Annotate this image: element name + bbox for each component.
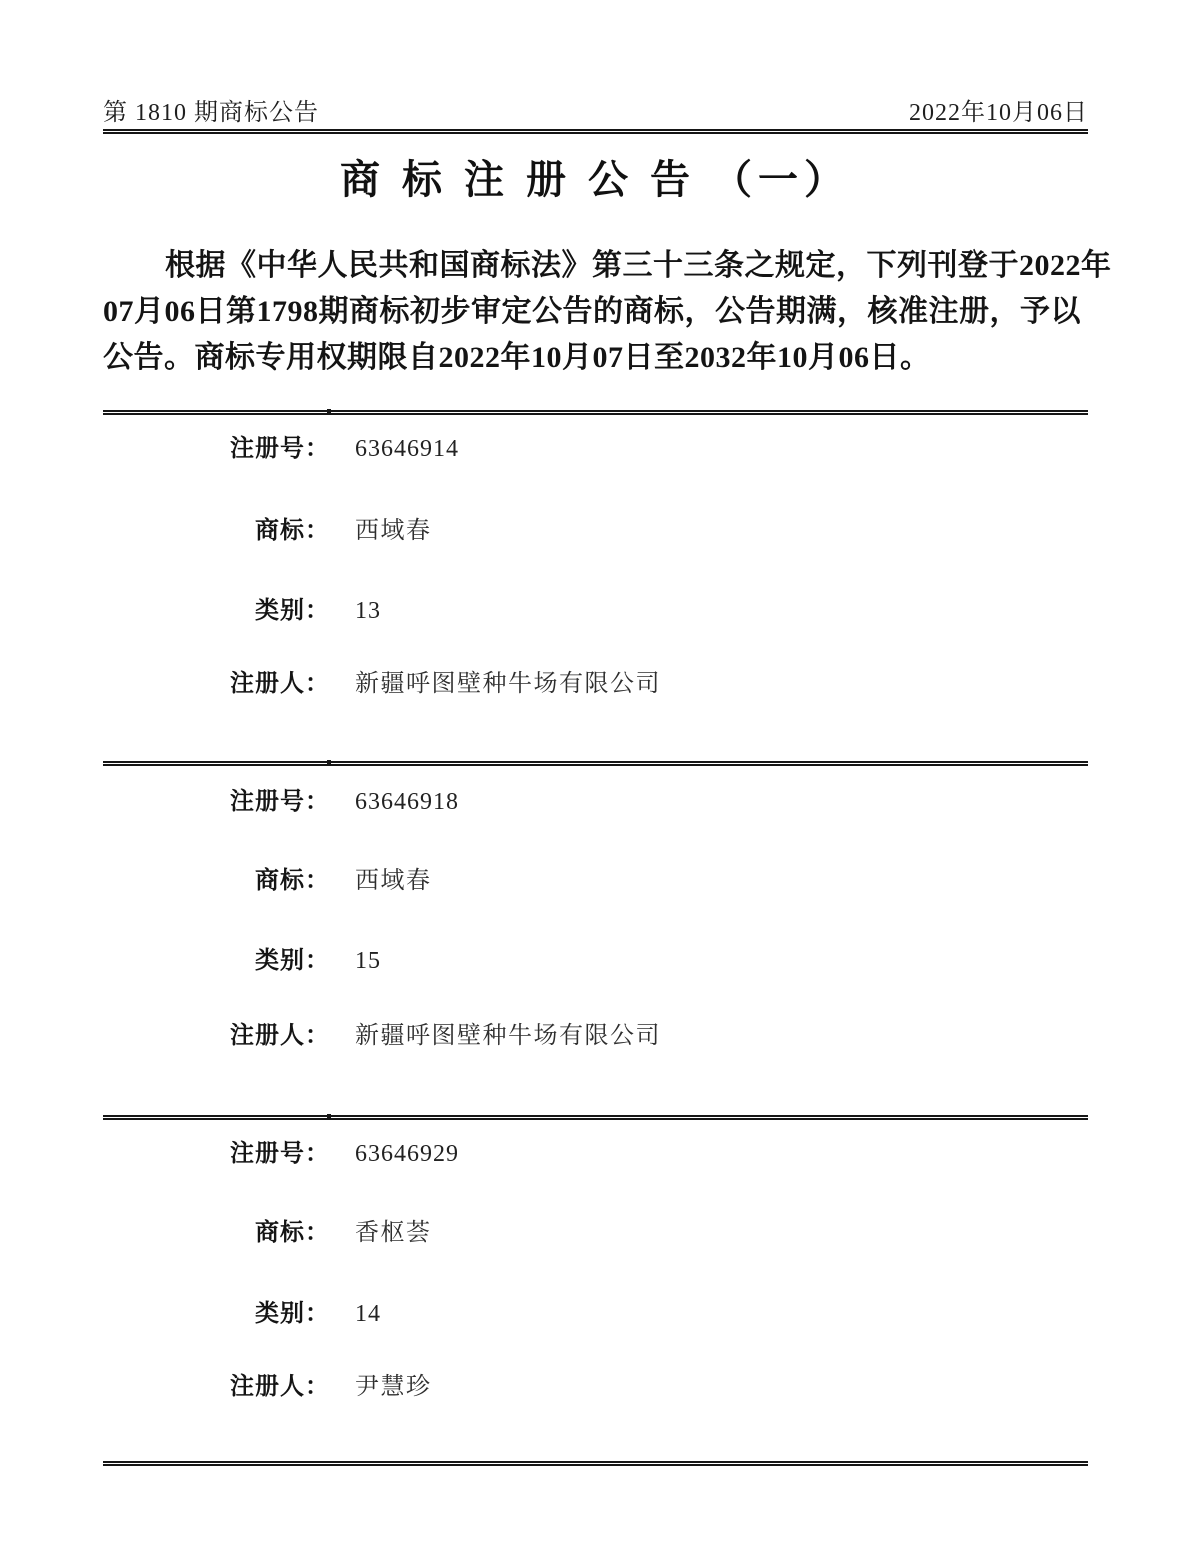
category-value: 15 (355, 948, 381, 974)
field-row-registrant (103, 1015, 1088, 1050)
bottom-rule (103, 1461, 1088, 1466)
trademark-value: 香枢荟 (355, 1220, 432, 1246)
rule-joint-segment (330, 761, 420, 763)
category-value: 13 (355, 598, 381, 624)
field-row-trademark (103, 510, 1088, 545)
regno-value: 63646918 (355, 789, 459, 815)
category-label: 类别： (255, 948, 330, 974)
registrant-label: 注册人： (230, 671, 330, 697)
field-row-regno (103, 781, 1088, 816)
trademark-label: 商标： (255, 868, 330, 894)
record-separator (103, 410, 1088, 415)
regno-label: 注册号： (230, 1141, 330, 1167)
registrant-value: 新疆呼图壁种牛场有限公司 (355, 671, 661, 697)
field-row-regno (103, 1133, 1088, 1168)
field-row-category (103, 1293, 1088, 1328)
page-title: 商 标 注 册 公 告 （一） (340, 157, 850, 202)
intro-paragraph (103, 243, 1112, 381)
intro-line: 07月06日第1798期商标初步审定公告的商标，公告期满，核准注册，予以 (103, 295, 1081, 328)
trademark-value: 西域春 (355, 868, 432, 894)
header-issue-label: 第 1810 期商标公告 (103, 100, 319, 126)
field-row-regno (103, 428, 1088, 463)
category-value: 14 (355, 1301, 381, 1327)
trademark-label: 商标： (255, 1220, 330, 1246)
regno-value: 63646929 (355, 1141, 459, 1167)
header-date: 2022年10月06日 (909, 100, 1088, 126)
record-separator (103, 761, 1088, 766)
registrant-value: 新疆呼图壁种牛场有限公司 (355, 1023, 661, 1049)
trademark-value: 西域春 (355, 518, 432, 544)
field-row-registrant (103, 663, 1088, 698)
category-label: 类别： (255, 1301, 330, 1327)
registrant-label: 注册人： (230, 1374, 330, 1400)
field-row-trademark (103, 860, 1088, 895)
field-row-category (103, 940, 1088, 975)
field-row-trademark (103, 1212, 1088, 1247)
regno-label: 注册号： (230, 789, 330, 815)
rule-joint-segment (330, 1115, 420, 1117)
intro-line: 根据《中华人民共和国商标法》第三十三条之规定，下列刊登于2022年 (165, 249, 1112, 282)
field-row-category (103, 590, 1088, 625)
regno-value: 63646914 (355, 436, 459, 462)
field-row-registrant (103, 1366, 1088, 1401)
registrant-label: 注册人： (230, 1023, 330, 1049)
header-rule (103, 129, 1088, 134)
intro-line: 公告。商标专用权期限自2022年10月07日至2032年10月06日。 (103, 341, 931, 374)
category-label: 类别： (255, 598, 330, 624)
registrant-value: 尹慧珍 (355, 1374, 432, 1400)
trademark-label: 商标： (255, 518, 330, 544)
rule-joint-segment (330, 410, 420, 412)
record-separator (103, 1115, 1088, 1120)
regno-label: 注册号： (230, 436, 330, 462)
